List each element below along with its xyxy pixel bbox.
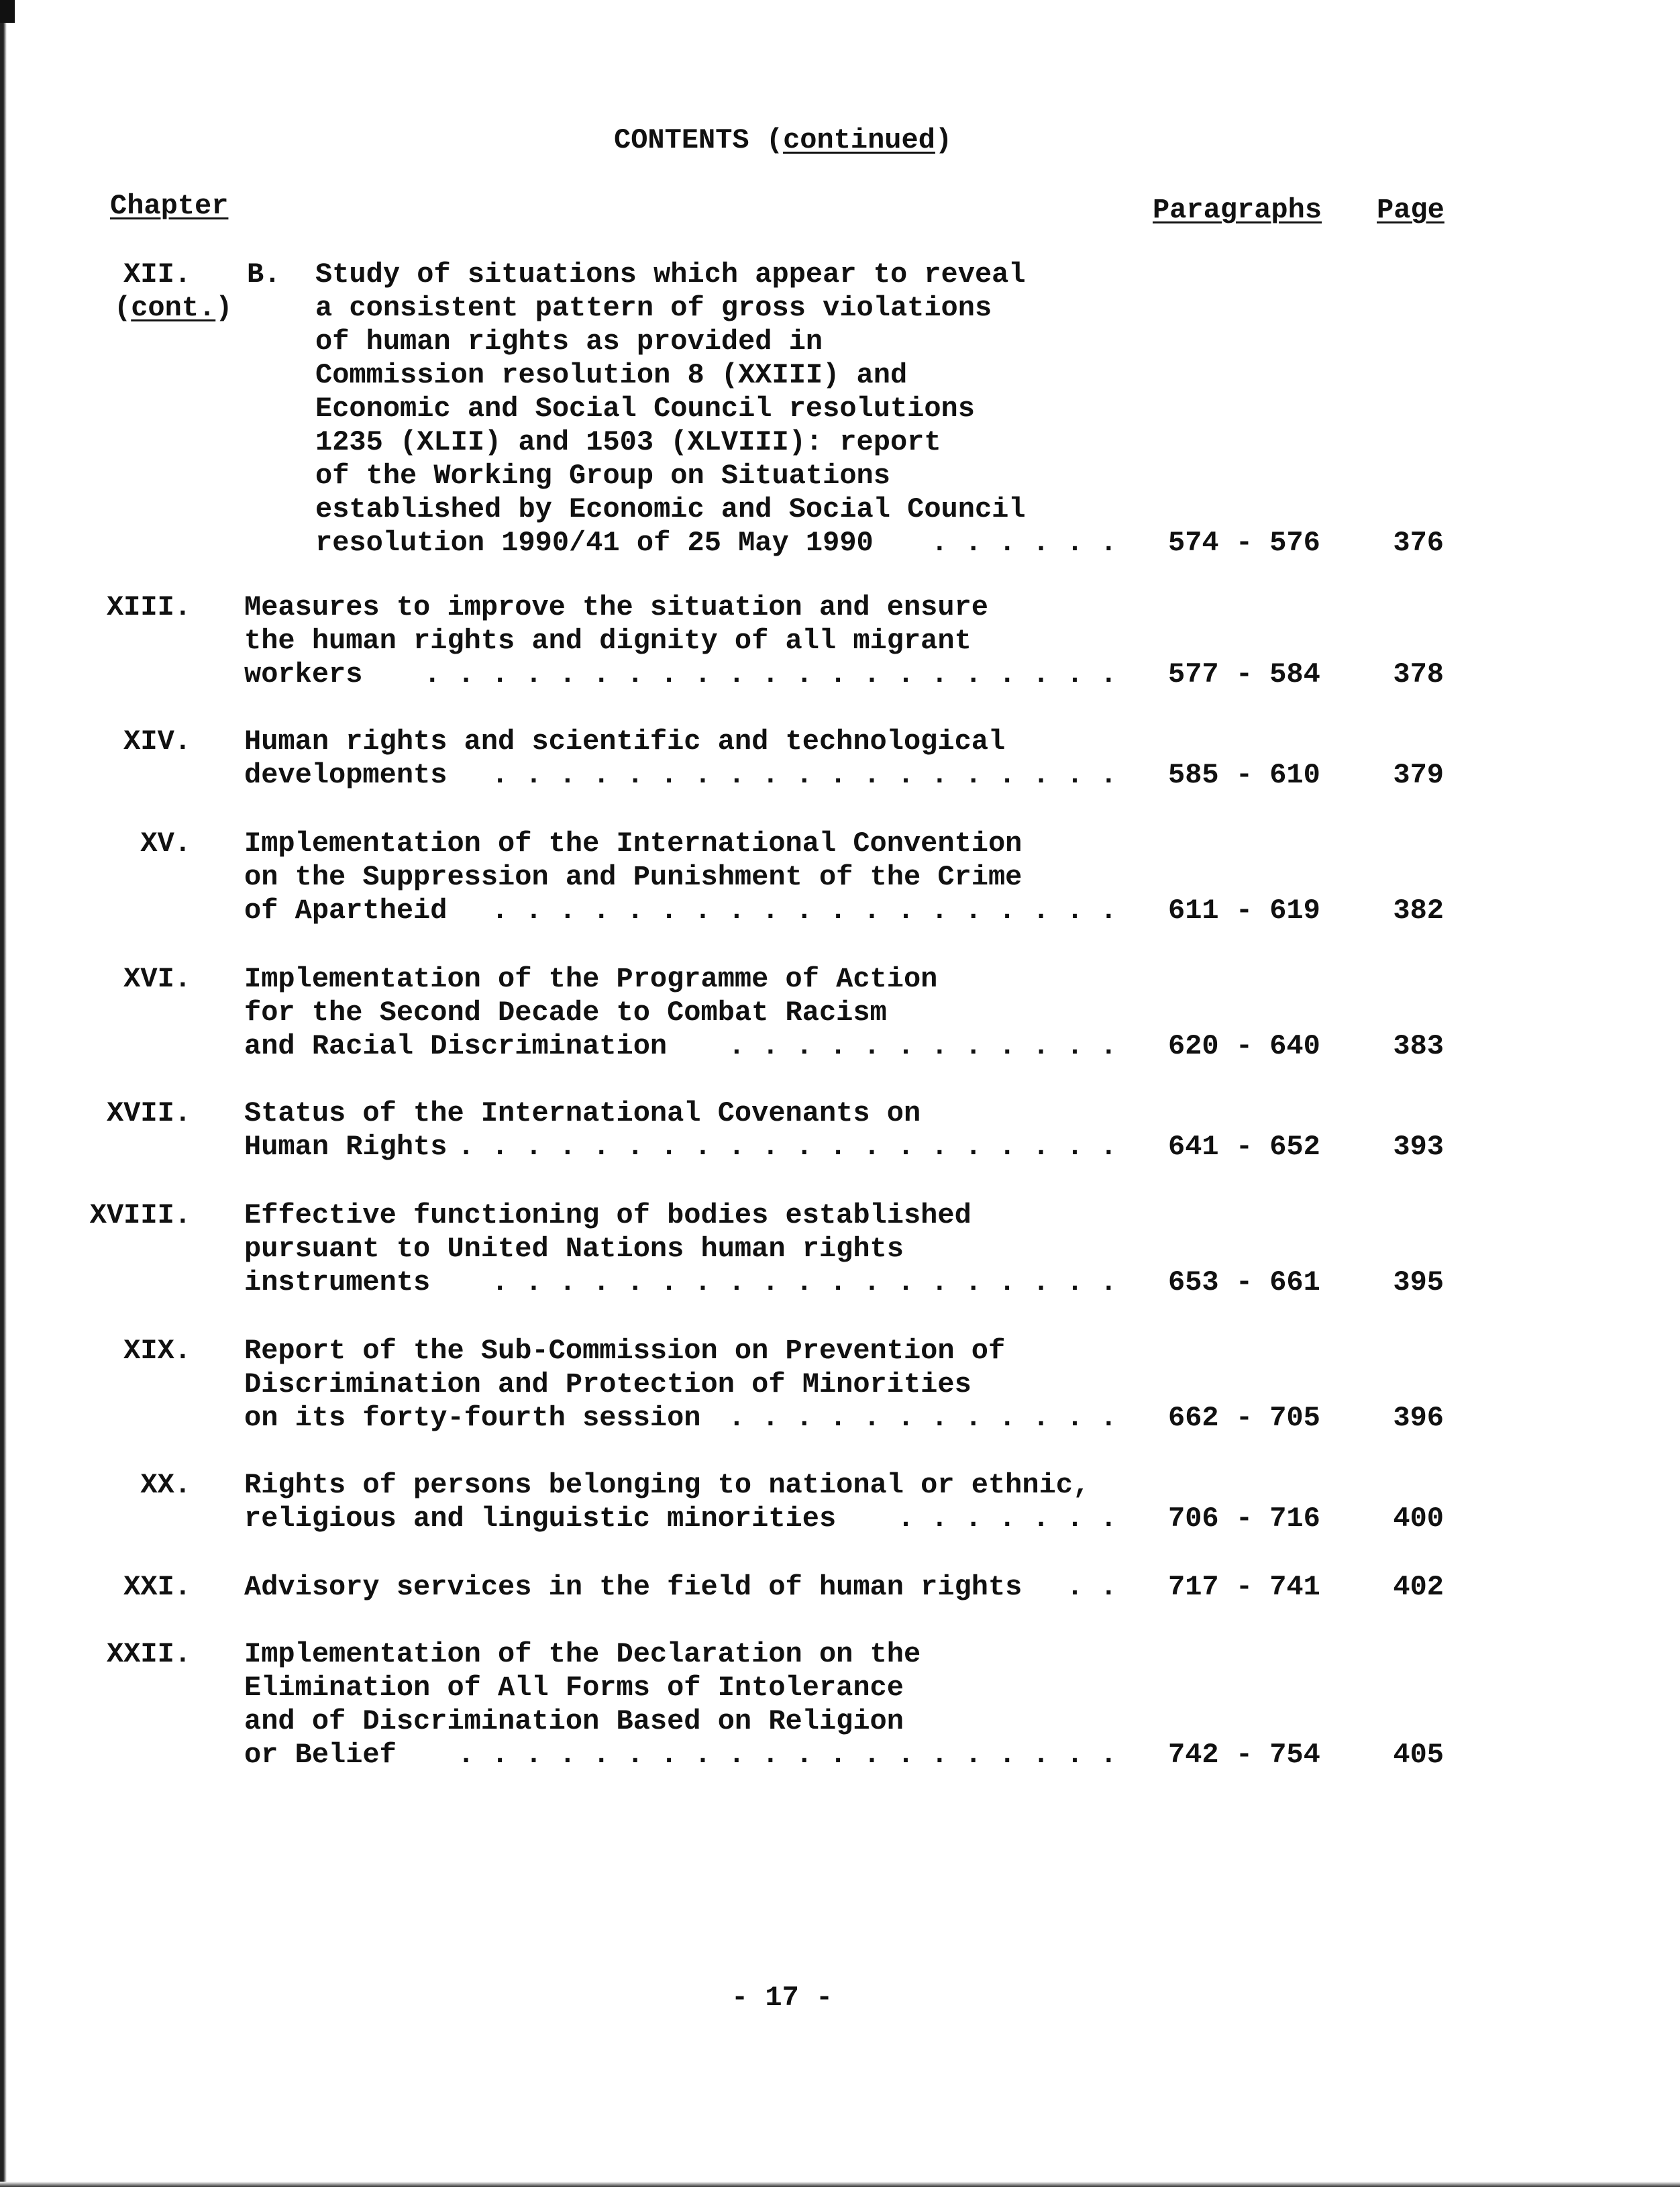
header-chapter: Chapter <box>110 190 229 222</box>
leader-dots: . . . . . . . . . . . . . . . . . . . . . <box>423 658 1117 691</box>
paragraph-range: 717 - 741 <box>1168 1571 1320 1603</box>
page-ref: 393 <box>1393 1131 1444 1163</box>
chapter-cont-label: cont. <box>131 292 216 324</box>
page-ref: 402 <box>1393 1571 1444 1603</box>
leader-dots: . . . . . . . . . . . . . . . . . . . <box>491 1266 1117 1299</box>
paragraph-range: 653 - 661 <box>1168 1266 1320 1299</box>
entry-title-line: a consistent pattern of gross violations <box>315 292 992 324</box>
entry-title-line: of human rights as provided in <box>315 325 823 358</box>
paragraph-range: 611 - 619 <box>1168 895 1320 927</box>
chapter-number: XIV. <box>123 725 191 758</box>
chapter-number: XXI. <box>123 1571 191 1603</box>
page-title: CONTENTS (continued) <box>614 124 953 156</box>
entry-title-line: Human rights and scientific and technological <box>244 725 1006 758</box>
scan-left-edge <box>0 0 7 2187</box>
leader-dots: . . . . . . . . . . . . <box>728 1030 1117 1062</box>
entry-title-line: religious and linguistic minorities <box>244 1503 837 1535</box>
header-page: Page <box>1377 194 1445 226</box>
page-ref: 376 <box>1393 527 1444 559</box>
entry-title-line: of Apartheid <box>244 895 448 927</box>
header-paragraphs: Paragraphs <box>1153 194 1322 226</box>
chapter-number: XIX. <box>123 1335 191 1367</box>
section-letter: B. <box>247 258 281 291</box>
title-text: CONTENTS <box>614 124 749 156</box>
title-suffix: continued <box>783 124 935 156</box>
entry-title-line: and of Discrimination Based on Religion <box>244 1705 904 1737</box>
leader-dots: . . . . . . . . . . . . <box>728 1402 1117 1434</box>
leader-dots: . . . . . . . . . . . . . . . . . . . <box>491 895 1117 927</box>
entry-title-line: Report of the Sub-Commission on Prevention of <box>244 1335 1006 1367</box>
scan-bottom-edge <box>0 2182 1680 2187</box>
entry-title-line: on its forty-fourth session <box>244 1402 701 1434</box>
entry-title-line: established by Economic and Social Council <box>315 493 1026 525</box>
paragraph-range: 620 - 640 <box>1168 1030 1320 1062</box>
entry-title-line: Commission resolution 8 (XXIII) and <box>315 359 908 391</box>
entry-title-line: for the Second Decade to Combat Racism <box>244 997 887 1029</box>
entry-title-line: Implementation of the Declaration on the <box>244 1638 921 1670</box>
paragraph-range: 662 - 705 <box>1168 1402 1320 1434</box>
paragraph-range: 706 - 716 <box>1168 1503 1320 1535</box>
page-ref: 378 <box>1393 658 1444 691</box>
chapter-number: XII. <box>123 258 191 291</box>
entry-title-line: developments <box>244 759 448 791</box>
entry-title-line: Effective functioning of bodies established <box>244 1199 972 1231</box>
chapter-number: XVI. <box>123 963 191 995</box>
entry-title-line: Discrimination and Protection of Minorities <box>244 1368 972 1401</box>
leader-dots: . . . . . . . . . . . . . . . . . . . . <box>458 1739 1117 1771</box>
entry-title-line: Human Rights <box>244 1131 448 1163</box>
page-ref: 396 <box>1393 1402 1444 1434</box>
entry-title-line: Elimination of All Forms of Intolerance <box>244 1672 904 1704</box>
page-ref: 382 <box>1393 895 1444 927</box>
paragraph-range: 574 - 576 <box>1168 527 1320 559</box>
entry-title-line: Economic and Social Council resolutions <box>315 393 975 425</box>
chapter-number: XV. <box>140 827 191 860</box>
entry-title-line: Rights of persons belonging to national or ethnic, <box>244 1469 1090 1501</box>
entry-title-line: Advisory services in the field of human rights <box>244 1571 1022 1603</box>
paragraph-range: 742 - 754 <box>1168 1739 1320 1771</box>
entry-title-line: resolution 1990/41 of 25 May 1990 <box>315 527 874 559</box>
entry-title-line: 1235 (XLII) and 1503 (XLVIII): report <box>315 426 941 458</box>
entry-title-line: the human rights and dignity of all migrant <box>244 625 972 657</box>
entry-title-line: of the Working Group on Situations <box>315 460 890 492</box>
entry-title-line: workers <box>244 658 363 691</box>
entry-title-line: instruments <box>244 1266 431 1299</box>
page-ref: 400 <box>1393 1503 1444 1535</box>
paragraph-range: 641 - 652 <box>1168 1131 1320 1163</box>
page-ref: 405 <box>1393 1739 1444 1771</box>
page-ref: 379 <box>1393 759 1444 791</box>
scan-corner-mark <box>0 0 15 23</box>
page-ref: 395 <box>1393 1266 1444 1299</box>
entry-title-line: and Racial Discrimination <box>244 1030 668 1062</box>
leader-dots: . . . . . . . . . . . . . . . . . . . <box>491 759 1117 791</box>
page-number: - 17 - <box>731 1982 833 2014</box>
leader-dots: . . . . . . . . . . . . . . . . . . . . <box>458 1131 1117 1163</box>
chapter-number: XIII. <box>106 591 191 623</box>
chapter-continued: (cont.) <box>114 292 233 324</box>
entry-title-line: Study of situations which appear to reveal <box>315 258 1026 291</box>
chapter-number: XVIII. <box>89 1199 191 1231</box>
paragraph-range: 577 - 584 <box>1168 658 1320 691</box>
chapter-number: XXII. <box>106 1638 191 1670</box>
entry-title-line: on the Suppression and Punishment of the Crime <box>244 861 1022 893</box>
entry-title-line: Status of the International Covenants on <box>244 1097 921 1129</box>
leader-dots: . . . . . . <box>931 527 1117 559</box>
leader-dots: . . <box>1066 1571 1117 1603</box>
entry-title-line: or Belief <box>244 1739 397 1771</box>
entry-title-line: Measures to improve the situation and ensure <box>244 591 988 623</box>
leader-dots: . . . . . . . <box>897 1503 1117 1535</box>
page-ref: 383 <box>1393 1030 1444 1062</box>
entry-title-line: Implementation of the International Convention <box>244 827 1022 860</box>
entry-title-line: Implementation of the Programme of Action <box>244 963 938 995</box>
chapter-number: XVII. <box>106 1097 191 1129</box>
paragraph-range: 585 - 610 <box>1168 759 1320 791</box>
chapter-number: XX. <box>140 1469 191 1501</box>
entry-title-line: pursuant to United Nations human rights <box>244 1233 904 1265</box>
